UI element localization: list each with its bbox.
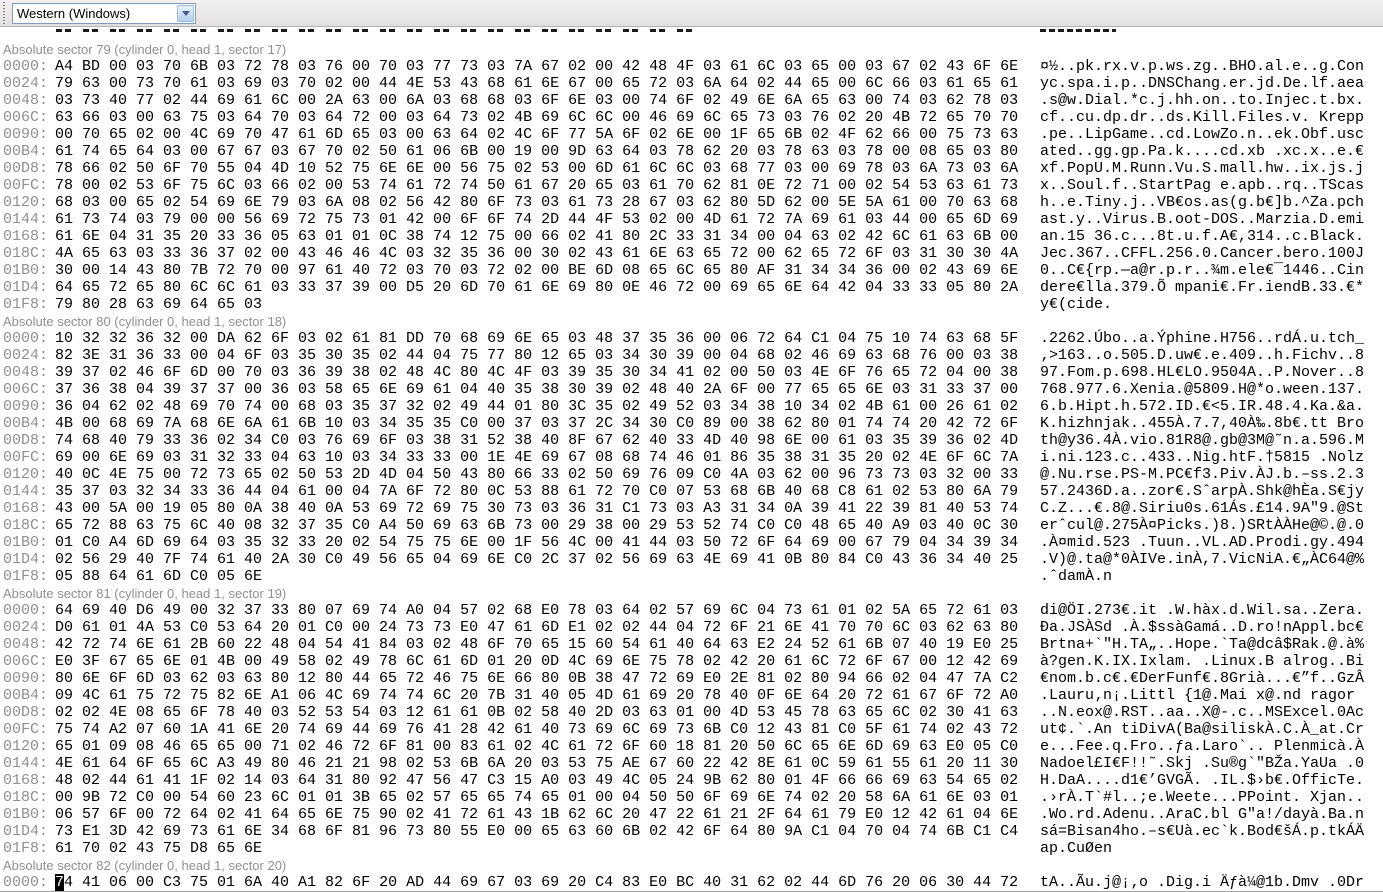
toolbar [0,0,1383,27]
row-hex-bytes[interactable]: 03 73 40 77 02 44 69 61 6C 00 2A 63 00 6A 03 68 68 03 6F 6E 03 00 74 6F 02 49 6E 6A 65 63 00 74 03 62 78 03 [55,92,1019,109]
row-offset: 00FC: [3,721,49,738]
row-hex-bytes[interactable]: 40 0C 4E 75 00 72 73 65 02 50 53 2D 4D 04 50 43 80 66 33 02 50 69 76 09 C0 4A 03 62 00 96 73 73 03 32 00 33 [55,466,1019,483]
clipped-ascii-chars [1040,29,1116,32]
row-ascii[interactable]: dere€lla.379.Õ mpani€.Fr.iendB.33.€* [1040,279,1365,296]
row-ascii[interactable]: .À¤mid.523 .Tuun..VL.AD.Prodi.gy.494 [1040,534,1365,551]
row-ascii[interactable]: Brtna+`"H.TA„..Hope.`Ta@dcâ$Rak.@.à% [1040,636,1365,653]
row-ascii[interactable]: ¤½..pk.rx.v.p.ws.zg..BHO.al.e..g.Con [1040,58,1365,75]
hex-row [0,755,1383,772]
hex-row [0,109,1383,126]
row-hex-bytes[interactable]: 78 66 02 50 6F 70 55 04 4D 10 52 75 6E 6E 00 56 75 02 53 00 6D 61 6C 6C 03 68 77 03 00 69 78 03 6A 73 03 6A [55,160,1019,177]
row-hex-bytes[interactable]: 35 37 03 32 34 33 36 44 04 61 00 04 7A 6F 72 80 0C 53 88 61 72 70 C0 07 53 68 6B 40 68 C8 61 02 53 80 6A 79 [55,483,1019,500]
hex-row [0,670,1383,687]
row-hex-bytes[interactable]: 75 74 A2 07 60 1A 41 6E 20 74 69 44 69 76 41 28 42 61 40 73 69 6C 69 73 6B C0 12 43 81 C0 5F 61 74 02 43 72 [55,721,1019,738]
row-ascii[interactable]: 6.b.Hipt.h.572.ID.€<5.IR.48.4.Ka.&a. [1040,398,1365,415]
row-offset: 0120: [3,194,49,211]
row-ascii[interactable]: ated..gg.gp.Pa.k....cd.xb .xc.x..e.€ [1040,143,1365,160]
encoding-select[interactable] [12,3,196,24]
row-offset: 0168: [3,228,49,245]
row-ascii[interactable]: th@y36.4À.vio.81R8@.gb@3M@˜n.a.596.M [1040,432,1365,449]
hex-row [0,194,1383,211]
row-hex-bytes[interactable]: 78 00 02 53 6F 75 6C 03 66 02 00 53 74 61 72 74 50 61 67 20 65 03 61 70 62 81 0E 72 71 00 02 54 53 63 61 73 [55,177,1019,194]
row-ascii[interactable]: €nom.b.c€.€DerFunf€.8Grià...€”f..GzÂ [1040,670,1365,687]
row-offset: 00B4: [3,415,49,432]
sector-header: Absolute sector 80 (cylinder 0, head 1, sector 18) [3,314,287,329]
row-ascii[interactable]: yc.spa.i.p..DNSChang.er.jd.De.lf.aea [1040,75,1365,92]
row-offset: 0090: [3,126,49,143]
row-ascii[interactable]: ast.y..Virus.B.oot-DOS..Marzia.D.emi [1040,211,1365,228]
row-ascii[interactable]: ap.CuØen [1040,840,1113,857]
hex-row [0,738,1383,755]
hex-row [0,160,1383,177]
hex-row [0,517,1383,534]
row-hex-bytes[interactable]: 43 00 5A 00 19 05 80 0A 38 40 0A 53 69 72 69 75 30 73 03 36 31 C1 73 03 A3 31 34 0A 39 41 22 39 81 40 53 74 [55,500,1019,517]
row-offset: 00D8: [3,432,49,449]
row-ascii[interactable]: tA..Ãu.j@¡‚o .Dig.i Äƒà¼@1b.Dmv .0Dr [1040,874,1365,891]
row-ascii[interactable]: y€(cide. [1040,296,1113,313]
clipped-hex-bytes [55,29,700,32]
hex-row [0,568,1383,585]
row-ascii[interactable]: xf.PopU.M.Runn.Vu.S.mall.hw..ix.js.j [1040,160,1365,177]
chevron-down-icon [182,11,190,16]
toolbar-grip[interactable] [1,2,8,25]
encoding-select-button[interactable] [177,5,194,22]
row-offset: 0048: [3,364,49,381]
row-ascii[interactable]: C.Z...€.8@.Siriu0s.61Ás.£14.9A"9.@St [1040,500,1365,517]
row-offset: 0000: [3,602,49,619]
row-hex-bytes[interactable]: 74 41 06 00 C3 75 01 6A 40 A1 82 6F 20 AD 44 69 67 03 69 20 C4 83 E0 BC 40 31 62 02 44 6D 76 20 06 30 44 72 [55,874,1019,891]
row-offset: 01D4: [3,823,49,840]
row-ascii[interactable]: di@ÖI.273€.it .W.hàx.d.Wil.sa..Zera. [1040,602,1365,619]
sector-list [0,41,1383,891]
hex-cursor[interactable]: 7 [55,874,65,891]
hex-row [0,823,1383,840]
row-ascii[interactable]: 97.Fom.p.698.HL€LO.9504A..P.Nover..8 [1040,364,1365,381]
hex-row [0,534,1383,551]
row-offset: 00B4: [3,687,49,704]
hex-row [0,687,1383,704]
row-offset: 0144: [3,755,49,772]
row-hex-bytes[interactable]: 06 57 6F 00 72 64 02 41 64 65 6E 75 90 02 41 72 61 43 1B 62 6C 20 47 22 61 21 2F 64 61 79 E0 12 42 61 04 6E [55,806,1019,823]
hex-row [0,398,1383,415]
row-ascii[interactable]: an.15 36.c...8t.u.f.A€,314..c.Black. [1040,228,1365,245]
hex-row [0,432,1383,449]
encoding-select-value[interactable]: Western (Windows) [17,5,131,21]
row-ascii[interactable]: ..N.eox@.RST..aa..X@-.c..MSExcel.0Ac [1040,704,1365,721]
row-ascii[interactable]: @.Nu.rse.PS-M.PC€f3.Piv.ÀJ.b.–ss.2.3 [1040,466,1365,483]
hex-row [0,296,1383,313]
hex-row [0,466,1383,483]
hex-row [0,75,1383,92]
row-ascii[interactable]: .2262.Úbo..a.Ýphine.H756..rdÁ.u.tch_ [1040,330,1365,347]
row-ascii[interactable]: .s@w.Dial.*c.j.hh.on..to.Injec.t.bx. [1040,92,1365,109]
row-offset: 01F8: [3,568,49,585]
hex-row [0,636,1383,653]
row-offset: 0024: [3,347,49,364]
row-ascii[interactable]: 57.2436D.a..zor€.SˆarpÀ.Shk@hÈa.S€jy [1040,483,1365,500]
row-hex-bytes[interactable]: 61 74 65 64 03 00 67 67 03 67 70 02 50 61 06 6B 00 19 00 9D 63 64 03 78 62 20 03 78 63 03 78 00 08 65 03 80 [55,143,1019,160]
hex-row [0,874,1383,891]
hex-row [0,721,1383,738]
row-ascii[interactable]: .pe..LipGame..cd.LowZo.n..ek.Obf.usc [1040,126,1365,143]
hex-row [0,500,1383,517]
hex-row [0,789,1383,806]
row-offset: 018C: [3,245,49,262]
row-ascii[interactable]: .Wo.rd.Adenu..AraC.bl G"a!/dayà.Ba.n [1040,806,1365,823]
row-offset: 0000: [3,58,49,75]
clipped-hex-row [0,27,1383,41]
hex-row [0,92,1383,109]
row-ascii[interactable]: x..Soul.f..StartPag e.apb..rq..TScas [1040,177,1365,194]
row-hex-bytes[interactable]: 00 9B 72 C0 00 54 60 23 6C 01 01 3B 65 02 57 65 65 74 65 01 00 04 50 50 6F 69 6E 74 02 20 58 6A 61 6E 03 01 [55,789,1019,806]
row-hex-bytes[interactable]: 05 88 64 61 6D C0 05 6E [55,568,263,585]
row-ascii[interactable]: cf..cu.dp.dr..ds.Kill.Files.v. Krepp [1040,109,1365,126]
row-ascii[interactable]: .ˆdamÀ.n [1040,568,1113,585]
row-hex-bytes[interactable]: 02 02 4E 08 65 6F 78 40 03 52 53 54 03 12 61 61 0B 02 58 40 2D 03 63 01 00 4D 53 45 78 63 65 6C 02 30 41 63 [55,704,1019,721]
row-hex-bytes[interactable]: 39 37 02 46 6F 6D 00 70 03 36 39 38 02 48 4C 80 4C 4F 03 39 35 30 34 41 02 00 50 03 4E 6F 76 65 72 04 00 38 [55,364,1019,381]
row-hex-bytes[interactable]: 69 00 6E 69 03 31 32 33 04 63 10 03 34 33 33 00 1E 4E 69 67 08 68 74 46 01 86 35 38 31 35 20 02 4E 6F 6C 7A [55,449,1019,466]
row-hex-bytes[interactable]: 4B 00 68 69 7A 68 6E 6A 61 6B 10 03 34 35 35 C0 00 37 03 37 2C 34 30 C0 89 00 38 62 80 01 74 74 20 42 72 6F [55,415,1019,432]
row-hex-bytes[interactable]: 65 72 88 63 75 6C 40 08 32 37 35 C0 A4 50 69 63 6B 73 00 29 38 00 29 53 52 74 C0 C0 48 65 40 A9 03 40 0C 30 [55,517,1019,534]
hex-view [0,27,1383,891]
row-hex-bytes[interactable]: A4 BD 00 03 70 6B 03 72 78 03 76 00 70 03 77 73 03 7A 67 02 00 42 48 4F 03 61 6C 03 65 00 03 67 02 43 6F 6E [55,58,1019,75]
row-hex-bytes[interactable]: 64 65 72 65 80 6C 6C 61 03 33 37 39 00 D5 20 6D 70 61 6E 69 80 0E 46 72 00 69 65 6E 64 42 04 33 33 05 80 2A [55,279,1019,296]
hex-row [0,551,1383,568]
row-hex-bytes[interactable]: 74 68 40 79 33 36 02 34 C0 03 76 69 6F 03 38 31 52 38 40 8F 67 62 40 33 4D 40 98 6E 00 61 03 35 39 36 02 4D [55,432,1019,449]
row-offset: 01B0: [3,534,49,551]
row-ascii[interactable]: h..e.Tiny.j..VB€os.as(g.b€]b.^Za.pch [1040,194,1365,211]
row-hex-bytes[interactable]: 79 63 00 73 70 61 03 69 03 70 02 00 44 4E 53 43 68 61 6E 67 00 65 72 03 6A 64 02 44 65 00 6C 66 03 61 65 61 [55,75,1019,92]
hex-row [0,262,1383,279]
row-hex-bytes[interactable]: 80 6E 6F 6D 03 62 03 63 80 12 80 44 65 72 46 75 6E 66 80 0B 38 47 72 69 E0 2E 81 02 80 94 66 02 04 47 7A C2 [55,670,1019,687]
row-offset: 0048: [3,92,49,109]
row-ascii[interactable]: 0..C€{rp.—a@r.p.r..¾m.ele€¯1446..Cin [1040,262,1365,279]
hex-row [0,653,1383,670]
row-ascii[interactable]: ‚>163..o.505.D.uw€.e.409..h.Fichv..8 [1040,347,1365,364]
row-offset: 00FC: [3,449,49,466]
row-ascii[interactable]: H.DaA....d1€’GVGÃ. .IL.$›b€.OfficTe. [1040,772,1365,789]
row-offset: 01F8: [3,840,49,857]
row-offset: 0168: [3,772,49,789]
hex-row [0,245,1383,262]
row-offset: 0144: [3,211,49,228]
hex-row [0,602,1383,619]
row-hex-bytes[interactable]: 10 32 32 36 32 00 DA 62 6F 03 02 61 81 DD 70 68 69 6E 65 03 48 37 35 36 00 06 72 64 C1 04 75 10 74 63 68 5F [55,330,1019,347]
hex-row [0,772,1383,789]
row-offset: 01D4: [3,551,49,568]
row-ascii[interactable]: erˆcul@.275À¤Picks.)8.)SRtÀÀHe@©.@.0 [1040,517,1365,534]
row-offset: 006C: [3,109,49,126]
row-offset: 018C: [3,789,49,806]
row-hex-bytes[interactable]: 68 03 00 65 02 54 69 6E 79 03 6A 08 02 56 42 80 6F 73 03 61 73 28 67 03 62 80 5D 62 00 5E 5A 61 00 70 63 68 [55,194,1019,211]
row-hex-bytes[interactable]: D0 61 01 4A 53 C0 53 64 20 01 C0 00 24 73 73 E0 47 61 6D E1 02 02 44 04 72 6F 21 6E 41 70 70 6C 03 62 63 80 [55,619,1019,636]
sector-header: Absolute sector 81 (cylinder 0, head 1, sector 19) [3,586,287,601]
hex-row [0,211,1383,228]
row-hex-bytes[interactable]: 61 6E 04 31 35 20 33 36 05 63 01 01 0C 38 74 12 75 00 66 02 41 80 2C 33 31 34 00 04 63 02 42 6C 61 63 6B 00 [55,228,1019,245]
row-hex-bytes[interactable]: E0 3F 67 65 6E 01 4B 00 49 58 02 49 78 6C 61 6D 01 20 0D 4C 69 6E 75 78 02 42 20 61 6C 72 6F 67 00 12 42 69 [55,653,1019,670]
hex-row [0,330,1383,347]
row-hex-bytes[interactable]: 73 E1 3D 42 69 73 61 6E 34 68 6F 81 96 73 80 55 E0 00 65 63 60 6B 02 42 6F 64 80 9A C1 04 70 04 74 6B C1 C4 [55,823,1019,840]
row-hex-bytes[interactable]: 36 04 62 02 48 69 70 74 00 68 03 35 37 32 02 49 44 01 80 3C 35 02 49 52 03 34 38 10 34 02 4B 61 00 26 61 02 [55,398,1019,415]
hex-row [0,806,1383,823]
row-ascii[interactable]: sá=Bisan4ho.–s€Uà.ec`k.Bod€šÁ.p.tkÁÄ [1040,823,1365,840]
row-offset: 01B0: [3,262,49,279]
row-hex-bytes[interactable]: 79 80 28 63 69 64 65 03 [55,296,263,313]
row-hex-bytes[interactable]: 30 00 14 43 80 7B 72 70 00 97 61 40 72 03 70 03 72 02 00 BE 6D 08 65 6C 65 80 AF 31 34 34 36 00 02 43 69 6E [55,262,1019,279]
row-offset: 0144: [3,483,49,500]
hex-row [0,840,1383,857]
row-offset: 0024: [3,619,49,636]
row-hex-bytes[interactable]: 37 36 38 04 39 37 37 00 36 03 58 65 6E 69 61 04 40 35 38 30 39 02 48 40 2A 6F 00 77 65 65 6E 03 31 33 37 00 [55,381,1019,398]
row-offset: 006C: [3,653,49,670]
row-offset: 00B4: [3,143,49,160]
hex-row [0,381,1383,398]
row-offset: 0090: [3,398,49,415]
row-offset: 0024: [3,75,49,92]
row-ascii[interactable]: Ða.JSÀSd .À.$ssàGamá..D.ro!nAppl.bc€ [1040,619,1365,636]
row-offset: 00FC: [3,177,49,194]
row-ascii[interactable]: Jec.367..CFFL.256.0.Cancer.bero.100J [1040,245,1365,262]
row-hex-bytes[interactable]: 64 69 40 D6 49 00 32 37 33 80 07 69 74 A0 04 57 02 68 E0 78 03 64 02 57 69 6C 04 73 61 01 02 5A 65 72 61 03 [55,602,1019,619]
sector-block [0,41,1383,313]
row-hex-bytes[interactable]: 63 66 03 00 63 75 03 64 70 03 64 72 00 03 64 73 02 4B 69 6C 6C 00 46 69 6C 65 73 03 76 02 20 4B 72 65 70 70 [55,109,1019,126]
hex-row [0,704,1383,721]
row-hex-bytes[interactable]: 48 02 44 61 41 1F 02 14 03 64 31 80 92 47 56 47 C3 15 A0 03 49 4C 05 24 9B 62 80 01 4F 66 66 69 63 54 65 02 [55,772,1019,789]
row-hex-bytes[interactable]: 4A 65 63 03 33 36 37 02 00 43 46 46 4C 03 32 35 36 00 30 02 43 61 6E 63 65 72 00 62 65 72 6F 03 31 30 30 4A [55,245,1019,262]
hex-row [0,449,1383,466]
row-hex-bytes[interactable]: 61 73 74 03 79 00 00 56 69 72 75 73 01 42 00 6F 6F 74 2D 44 4F 53 02 00 4D 61 72 7A 69 61 03 44 00 65 6D 69 [55,211,1019,228]
hex-row [0,228,1383,245]
row-hex-bytes[interactable]: 82 3E 31 36 33 00 04 6F 03 35 30 35 02 44 04 75 77 80 12 65 03 34 30 39 00 04 68 02 46 69 63 68 76 00 03 38 [55,347,1019,364]
row-ascii[interactable]: K.hizhnjak..455À.7.7,40À‰.8b€.tt Bro [1040,415,1365,432]
row-hex-bytes[interactable]: 09 4C 61 75 72 75 82 6E A1 06 4C 69 74 74 6C 20 7B 31 40 05 4D 61 69 20 78 40 0F 6E 64 20 72 61 67 6F 72 A0 [55,687,1019,704]
row-ascii[interactable]: ut¢.`.An tiDivA(Ba@siliskÀ.C.À_at.Cr [1040,721,1365,738]
hex-row [0,483,1383,500]
sector-block [0,585,1383,857]
row-hex-bytes[interactable]: 4E 61 64 6F 65 6C A3 49 80 46 21 21 98 02 53 6B 6A 20 03 53 75 AE 67 60 22 42 8E 61 0C 59 61 55 61 20 11 30 [55,755,1019,772]
hex-row [0,58,1383,75]
row-hex-bytes[interactable]: 01 C0 A4 6D 69 64 03 35 32 33 20 02 54 75 75 6E 00 1F 56 4C 00 41 44 03 50 72 6F 64 69 00 67 79 04 34 39 34 [55,534,1019,551]
row-offset: 0000: [3,330,49,347]
hex-row [0,177,1383,194]
row-offset: 0000: [3,874,49,891]
row-offset: 00D8: [3,160,49,177]
row-offset: 0048: [3,636,49,653]
hex-row [0,619,1383,636]
row-ascii[interactable]: Nadoel£I€F!!˜.Skj .Su®g`"BŽa.YaUa .0 [1040,755,1365,772]
hex-row [0,279,1383,296]
row-offset: 0120: [3,466,49,483]
row-offset: 00D8: [3,704,49,721]
row-hex-bytes[interactable]: 02 56 29 40 7F 74 61 40 2A 30 C0 49 56 65 04 69 6E C0 2C 37 02 56 69 63 4E 69 41 0B 80 84 C0 43 36 34 40 25 [55,551,1019,568]
row-hex-bytes[interactable]: 61 70 02 43 75 D8 65 6E [55,840,263,857]
row-offset: 018C: [3,517,49,534]
row-ascii[interactable]: e...Fee.q.Fro..ƒa.Laro`.. Plenmicà.À [1040,738,1365,755]
row-offset: 01D4: [3,279,49,296]
sector-block [0,313,1383,585]
hex-row [0,415,1383,432]
hex-row [0,364,1383,381]
hex-row [0,143,1383,160]
row-ascii[interactable]: .Lauru‚n¡.Littl {1@.Mai x@.nd ragor [1040,687,1365,704]
row-offset: 01B0: [3,806,49,823]
row-offset: 01F8: [3,296,49,313]
row-ascii[interactable]: 768.977.6.Xenia.@5809.H@*o.ween.137. [1040,381,1365,398]
hex-row [0,347,1383,364]
hex-row [0,126,1383,143]
row-ascii[interactable]: i.ni.123.c..433..Nig.htF.†5815 .Nolz [1040,449,1365,466]
row-offset: 0168: [3,500,49,517]
sector-block [0,857,1383,891]
row-ascii[interactable]: à?gen.K.IX.Ixlam. .Linux.B alrog..Bi [1040,653,1365,670]
row-ascii[interactable]: .›rÀ.T`#l..;e.Weete...PPoint. Xjan.. [1040,789,1365,806]
row-ascii[interactable]: .V)@.ta@*0ÀIVe.inÀ,7.VicNiA.€„ÀC64@% [1040,551,1365,568]
row-hex-bytes[interactable]: 42 72 74 6E 61 2B 60 22 48 04 54 41 84 03 02 48 6F 70 65 15 60 54 61 40 64 63 E2 24 52 61 6B 07 40 19 E0 25 [55,636,1019,653]
row-hex-bytes[interactable]: 65 01 09 08 46 65 65 00 71 02 46 72 6F 81 00 83 61 02 4C 61 72 6F 60 18 81 20 50 6C 65 6E 6D 69 63 E0 05 C0 [55,738,1019,755]
row-hex-bytes[interactable]: 00 70 65 02 00 4C 69 70 47 61 6D 65 03 00 63 64 02 4C 6F 77 5A 6F 02 6E 00 1F 65 6B 02 4F 62 66 00 75 73 63 [55,126,1019,143]
row-offset: 006C: [3,381,49,398]
sector-header: Absolute sector 79 (cylinder 0, head 1, sector 17) [3,42,287,57]
row-offset: 0120: [3,738,49,755]
sector-header: Absolute sector 82 (cylinder 0, head 1, sector 20) [3,858,287,873]
row-offset: 0090: [3,670,49,687]
